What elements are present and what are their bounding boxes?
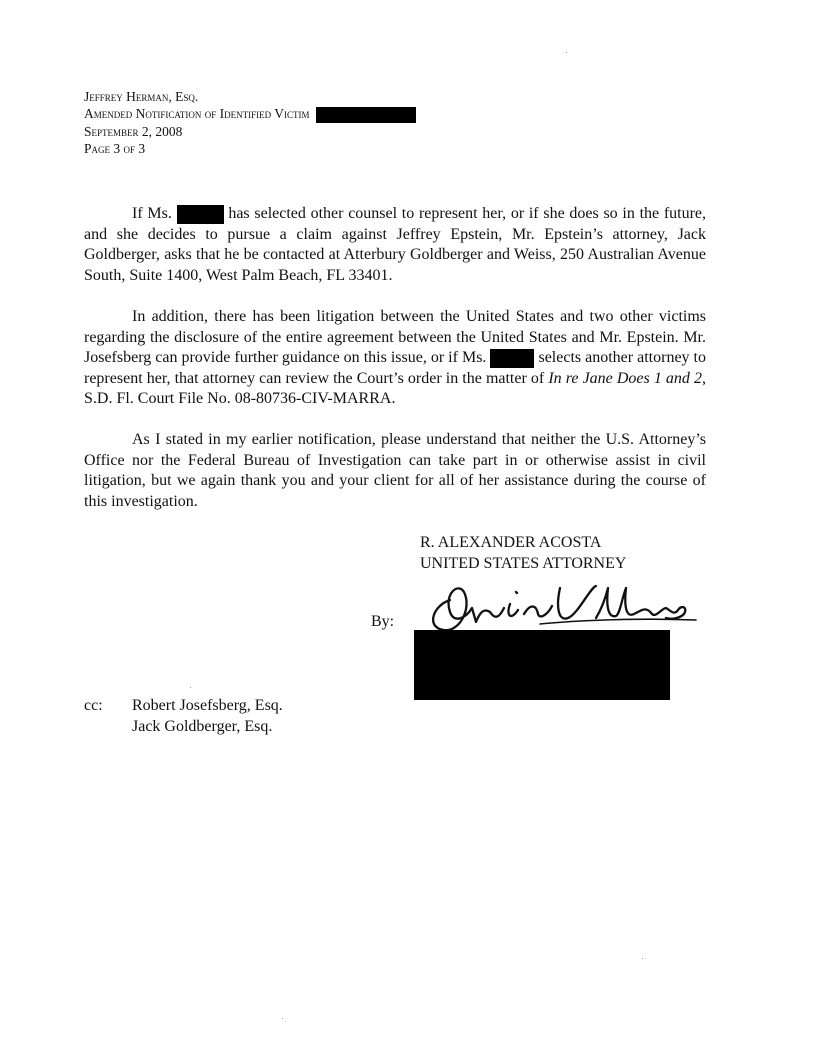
cc-recipient: Jack Goldberger, Esq.	[132, 718, 273, 735]
redaction-block	[316, 107, 416, 123]
signer-name: R. ALEXANDER ACOSTA	[420, 534, 602, 551]
header-subject	[84, 105, 416, 123]
p1-text-a: If Ms.	[132, 205, 172, 222]
header-page-number: Page 3 of 3	[84, 140, 146, 156]
paragraph-litigation	[84, 307, 706, 410]
paragraph-counsel-contact	[84, 204, 706, 286]
cc-recipients	[132, 695, 283, 737]
paragraph-closing	[84, 430, 706, 512]
scan-speck	[282, 1018, 283, 1019]
p1-text-b: has selected other counsel to represent her, or if she does so in the future, and she decides to pursue a claim against Jeffrey Epstein, Mr. Epstein’s attorney, Jack Goldberger, asks that he be contacted at Atterbury Goldberger and Weiss, 250 Australian Avenue South, Suite 1400, West Palm Beach, FL 33401.	[84, 205, 707, 284]
p2-case-name: In re Jane Does 1 and 2	[548, 369, 702, 387]
cc-recipient: Robert Josefsberg, Esq.	[132, 697, 283, 714]
p2-text-c: , S.D. Fl. Court File No. 08-80736-CIV-MARRA.	[84, 369, 706, 408]
p2-text-b: selects another attorney to represent her, that attorney can review the Court’s order in the matter of	[84, 349, 707, 387]
scan-speck	[566, 52, 567, 53]
cc-label: cc:	[84, 697, 103, 714]
scan-speck	[190, 687, 191, 688]
signature-block	[420, 532, 626, 574]
redaction-block	[177, 205, 224, 224]
redaction-block	[490, 349, 534, 368]
by-label: By:	[371, 613, 395, 630]
header-addressee: Jeffrey Herman, Esq.	[84, 89, 199, 104]
p2-text-a: In addition, there has been litigation between the United States and two other victims regarding the disclosure of the entire agreement between the United States and Mr. Epstein. Mr. Josefsberg can provide further guidance on this issue, or if Ms.	[84, 308, 706, 367]
scan-speck	[642, 958, 643, 959]
letter-header	[84, 88, 416, 157]
p3-text: As I stated in my earlier notification, please understand that neither the U.S. Attorney’s Office nor the Federal Bureau of Investigation can take part in or otherwise assist in civil litigation, but we again thank you and your client for all of her assistance during the course of this investigation.	[84, 431, 706, 510]
header-subject-text: Amended Notification of Identified Victim	[84, 106, 310, 121]
signer-title: UNITED STATES ATTORNEY	[420, 555, 627, 572]
redaction-block	[414, 630, 670, 700]
header-date: September 2, 2008	[84, 123, 183, 139]
